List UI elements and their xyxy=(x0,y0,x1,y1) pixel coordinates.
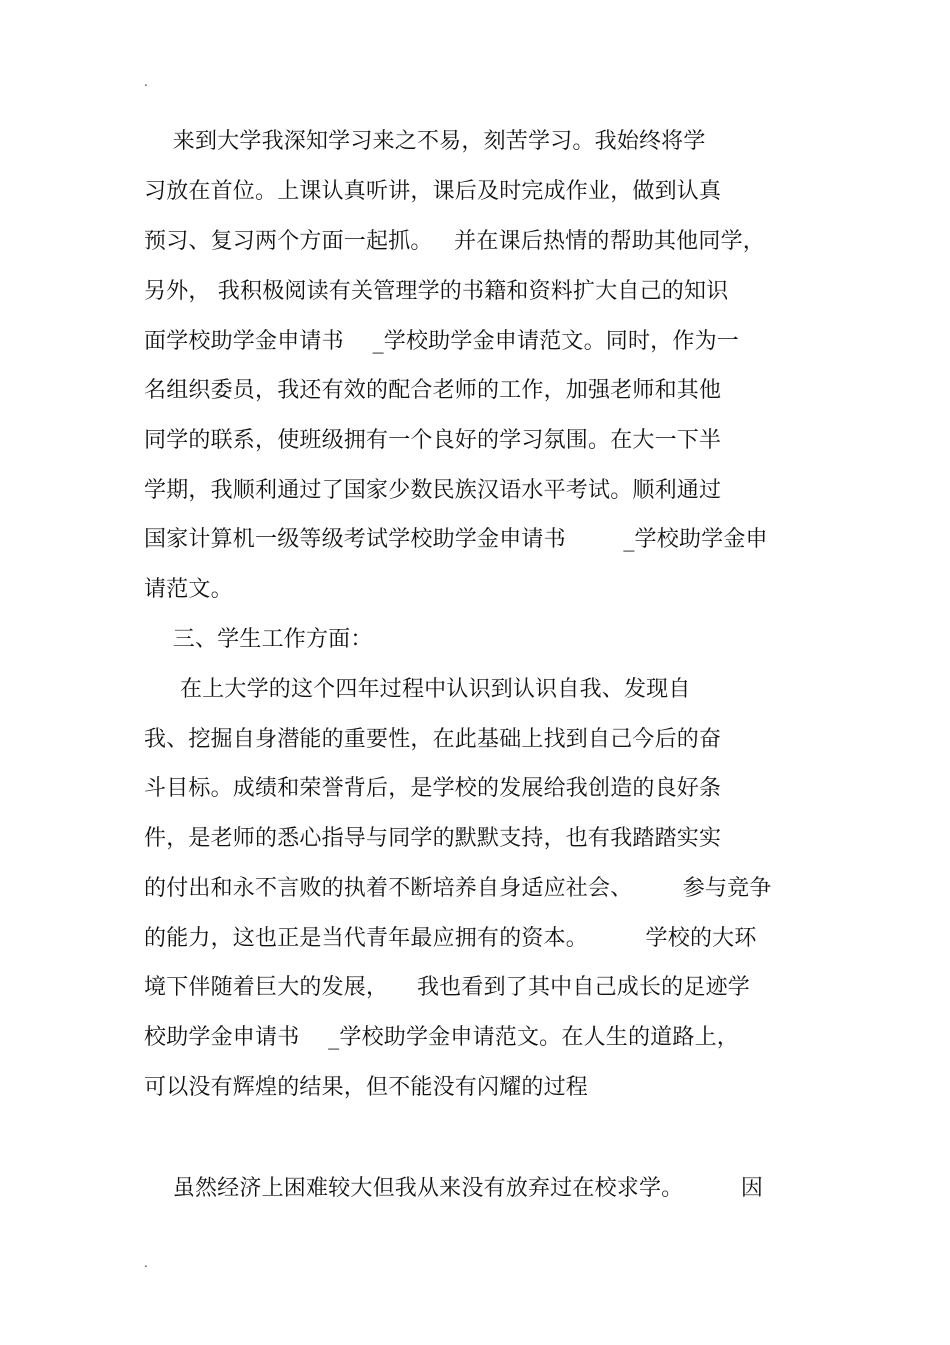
paragraph-line: 的能力，这也正是当代青年最应拥有的资本。 学校的大环 xyxy=(144,926,757,951)
paragraph-line: 学期，我顺利通过了国家少数民族汉语水平考试。顺利通过 xyxy=(144,478,722,503)
paragraph-line: 另外， 我积极阅读有关管理学的书籍和资料扩大自己的知识 xyxy=(144,279,729,304)
paragraph-line: 来到大学我深知学习来之不易，刻苦学习。我始终将学 xyxy=(144,129,706,154)
top-page-marker: . xyxy=(144,75,148,89)
paragraph-line: 的付出和永不言败的执着不断培养自身适应社会、 参与竞争 xyxy=(144,876,772,901)
paragraph-line: 虽然经济上困难较大但我从来没有放弃过在校求学。 因 xyxy=(144,1176,764,1201)
bottom-page-marker: . xyxy=(144,1256,148,1270)
paragraph-line: 境下伴随着巨大的发展， 我也看到了其中自己成长的足迹学 xyxy=(144,975,750,1000)
paragraph-line: 名组织委员，我还有效的配合老师的工作，加强老师和其他 xyxy=(144,378,722,403)
paragraph-line: 请范文。 xyxy=(144,577,233,602)
paragraph-line: 件，是老师的悉心指导与同学的默默支持，也有我踏踏实实 xyxy=(144,826,722,851)
paragraph-line: 我、挖掘自身潜能的重要性，在此基础上找到自己今后的奋 xyxy=(144,727,722,752)
paragraph-line: 面学校助学金申请书 _学校助学金申请范文。同时，作为一 xyxy=(144,329,739,354)
paragraph-line: 斗目标。成绩和荣誉背后，是学校的发展给我创造的良好条 xyxy=(144,776,722,801)
section-heading: 三、学生工作方面： xyxy=(144,627,373,652)
paragraph-line: 可以没有辉煌的结果，但不能没有闪耀的过程 xyxy=(144,1075,589,1100)
paragraph-line: 同学的联系，使班级拥有一个良好的学习氛围。在大一下半 xyxy=(144,428,722,453)
paragraph-line: 校助学金申请书 _学校助学金申请范文。在人生的道路上， xyxy=(144,1025,739,1050)
paragraph-line: 在上大学的这个四年过程中认识到认识自我、发现自 xyxy=(144,677,691,702)
paragraph-line: 预习、复习两个方面一起抓。 并在课后热情的帮助其他同学， xyxy=(144,229,765,254)
paragraph-line: 国家计算机一级等级考试学校助学金申请书 _学校助学金申 xyxy=(144,527,768,552)
paragraph-line: 习放在首位。上课认真听讲，课后及时完成作业，做到认真 xyxy=(144,179,722,204)
